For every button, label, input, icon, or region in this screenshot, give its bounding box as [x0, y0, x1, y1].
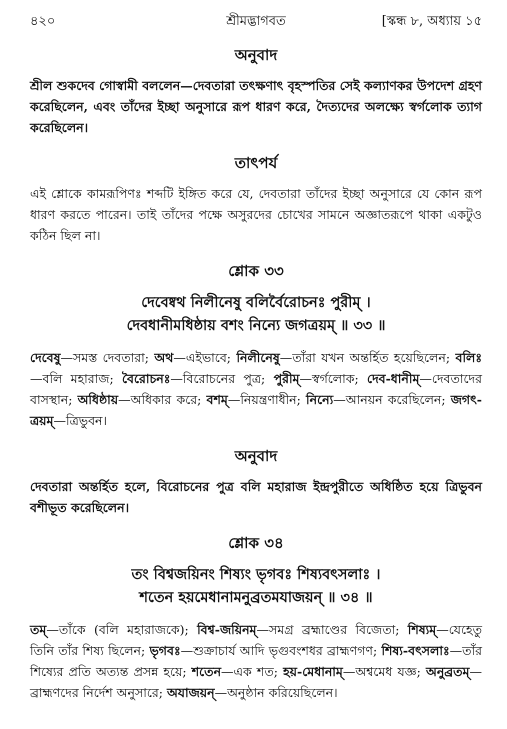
sanskrit-word: বশম্: [206, 392, 228, 407]
verse-34-line-2: শতেন হয়মেধানামনুব্রতমযাজয়ন্ ॥ ৩৪ ॥: [139, 589, 373, 606]
sanskrit-word: শিষ্যম্: [407, 622, 437, 637]
sanskrit-word: ভৃগবঃ: [149, 643, 181, 658]
word-meaning: আনয়ন করেছিলেন;: [345, 392, 446, 407]
sanskrit-word: অনুব্রতম্: [426, 664, 470, 679]
word-meaning: যেহেতু তিনি তাঁর শিষ্য ছিলেন;: [30, 622, 482, 658]
word-meaning: অধিকার করে;: [130, 392, 202, 407]
word-meaning: বিরোচনের পুত্র;: [182, 371, 266, 386]
word-entry: বশম্—নিয়ন্ত্রণাধীন;: [206, 392, 301, 407]
word-entry: ভৃগবঃ—শুক্রাচার্য আদি ভৃগুবংশধর ব্রাহ্মণগণ;: [149, 643, 378, 658]
chapter-reference: [স্কন্ধ ৮, অধ্যায় ১৫: [381, 14, 482, 29]
sanskrit-word: নিন্যে: [306, 392, 334, 407]
word-entry: অথ—এইভাবে;: [154, 350, 231, 365]
sanskrit-word: শিষ্য-বৎসলাঃ: [381, 643, 450, 658]
book-page: [30, 12, 482, 709]
word-meaning: নিয়ন্ত্রণাধীন;: [240, 392, 301, 407]
word-entry: অযাজয়ন্—অনুষ্ঠান করিয়েছিলেন।: [166, 685, 338, 700]
word-meaning: তাঁর শিষ্যের প্রতি অত্যন্ত প্রসন্ন হয়ে;: [30, 643, 483, 679]
word-entry: অনুব্রতম্—ব্রাহ্মণদের নির্দেশ অনুসারে;: [30, 664, 482, 700]
word-entry: তম্—তাঁকে (বলি মহারাজকে);: [30, 622, 189, 637]
word-meaning: দেবতাদের বাসস্থান;: [30, 371, 482, 407]
sanskrit-word: জগৎ-ত্রয়ম্: [30, 392, 482, 428]
purport-heading: তাৎপর্য: [234, 154, 278, 172]
word-entry: বলিঃ—বলি মহারাজ;: [30, 350, 483, 386]
sanskrit-word: বৈরোচনঃ: [122, 371, 171, 386]
sanskrit-word: শতেন: [191, 664, 222, 679]
word-entry: হয়-মেধানাম্—অশ্বমেধ যজ্ঞ;: [283, 664, 421, 679]
word-entry: শতেন—এক শত;: [191, 664, 278, 679]
running-header: [30, 12, 482, 34]
sanskrit-word: দেবেষু: [30, 350, 61, 365]
word-meaning: সমস্ত দেবতারা;: [73, 350, 149, 365]
verse-34-line-1: তং বিশ্বজয়িনং শিষ্যং ভৃগবঃ শিষ্যবৎসলাঃ ।: [131, 566, 381, 583]
word-for-word-33: [30, 347, 482, 431]
word-meaning: বলি মহারাজ;: [42, 371, 114, 386]
sanskrit-word: তম্: [30, 622, 47, 637]
word-meaning: সমগ্র ব্রহ্মাণ্ডের বিজেতা;: [269, 622, 400, 637]
sanskrit-word: বিশ্ব-জয়িনম্: [197, 622, 257, 637]
translation-text-2: দেবতারা অন্তর্হিত হলে, বিরোচনের পুত্র বলি মহারাজ ইন্দ্রপুরীতে অধিষ্ঠিত হয়ে ত্রিভুবন বশীভূত করেছিলেন।: [30, 479, 482, 515]
word-entry: বিশ্ব-জয়িনম্—সমগ্র ব্রহ্মাণ্ডের বিজেতা;: [197, 622, 400, 637]
sanskrit-word: দেব-ধানীম্: [367, 371, 420, 386]
word-meaning: স্বর্গলোক;: [311, 371, 359, 386]
sanskrit-word: পুরীম্: [273, 371, 300, 386]
sanskrit-word: অধিষ্ঠায়: [77, 392, 119, 407]
word-entry: শিষ্যম্—যেহেতু তিনি তাঁর শিষ্য ছিলেন;: [30, 622, 482, 658]
word-entry: পুরীম্—স্বর্গলোক;: [273, 371, 359, 386]
verse-33-line-2: দেবধানীমধিষ্ঠায় বশং নিন্যে জগত্রয়ম্ ॥ ৩৩ ॥: [126, 317, 386, 334]
word-meaning: এইভাবে;: [185, 350, 231, 365]
word-meaning: তাঁকে (বলি মহারাজকে);: [58, 622, 189, 637]
translation-heading: অনুবাদ: [234, 46, 278, 64]
word-meaning: ব্রাহ্মণদের নির্দেশ অনুসারে;: [30, 685, 163, 700]
book-title: শ্রীমদ্ভাগবত: [226, 14, 286, 29]
word-entry: বৈরোচনঃ—বিরোচনের পুত্র;: [122, 371, 266, 386]
verse-34-heading: শ্লোক ৩৪: [228, 534, 284, 552]
sanskrit-word: অথ: [154, 350, 174, 365]
word-meaning: ত্রিভুবন।: [66, 413, 107, 428]
sanskrit-word: অযাজয়ন্: [166, 685, 215, 700]
word-meaning: অনুষ্ঠান করিয়েছিলেন।: [227, 685, 338, 700]
sanskrit-word: নিলীনেষু: [236, 350, 280, 365]
verse-33-line-1: দেবেষ্বথ নিলীনেষু বলির্বৈরোচনঃ পুরীম্ ।: [141, 294, 371, 311]
translation-heading-2: অনুবাদ: [234, 447, 278, 465]
word-entry: দেব-ধানীম্—দেবতাদের বাসস্থান;: [30, 371, 482, 407]
word-entry: শিষ্য-বৎসলাঃ—তাঁর শিষ্যের প্রতি অত্যন্ত প্রসন্ন হয়ে;: [30, 643, 483, 679]
verse-33-heading: শ্লোক ৩৩: [228, 262, 284, 280]
word-entry: নিন্যে—আনয়ন করেছিলেন;: [306, 392, 446, 407]
word-meaning: তাঁরা যখন অন্তর্হিত হয়েছিলেন;: [292, 350, 451, 365]
purport-text: এই শ্লোকে কামরূপিণঃ শব্দটি ইঙ্গিত করে যে, দেবতারা তাঁদের ইচ্ছা অনুসারে যে কোন রূপ ধারণ করতে পারেন। তাই তাঁদের পক্ষে অসুরদের চোখের সামনে অজ্ঞাতরূপে থাকা একটুও কঠিন ছিল না।: [30, 186, 482, 243]
word-entry: অধিষ্ঠায়—অধিকার করে;: [77, 392, 202, 407]
page-number: ৪২০: [30, 14, 56, 29]
word-meaning: অশ্বমেধ যজ্ঞ;: [355, 664, 421, 679]
translation-text: শ্রীল শুকদেব গোস্বামী বললেন—দেবতারা তৎক্ষণাৎ বৃহস্পতির সেই কল্যাণকর উপদেশ গ্রহণ করেছিলেন, এবং তাঁদের ইচ্ছা অনুসারে রূপ ধারণ করে, দৈত্যদের অলক্ষ্যে স্বর্গলোক ত্যাগ করেছিলেন।: [30, 78, 482, 135]
word-meaning: এক শত;: [233, 664, 278, 679]
sanskrit-word: বলিঃ: [455, 350, 483, 365]
word-entry: জগৎ-ত্রয়ম্—ত্রিভুবন।: [30, 392, 482, 428]
sanskrit-word: হয়-মেধানাম্: [283, 664, 343, 679]
word-for-word-34: [30, 619, 482, 703]
word-meaning: শুক্রাচার্য আদি ভৃগুবংশধর ব্রাহ্মণগণ;: [193, 643, 378, 658]
word-entry: নিলীনেষু—তাঁরা যখন অন্তর্হিত হয়েছিলেন;: [236, 350, 451, 365]
word-entry: দেবেষু—সমস্ত দেবতারা;: [30, 350, 149, 365]
